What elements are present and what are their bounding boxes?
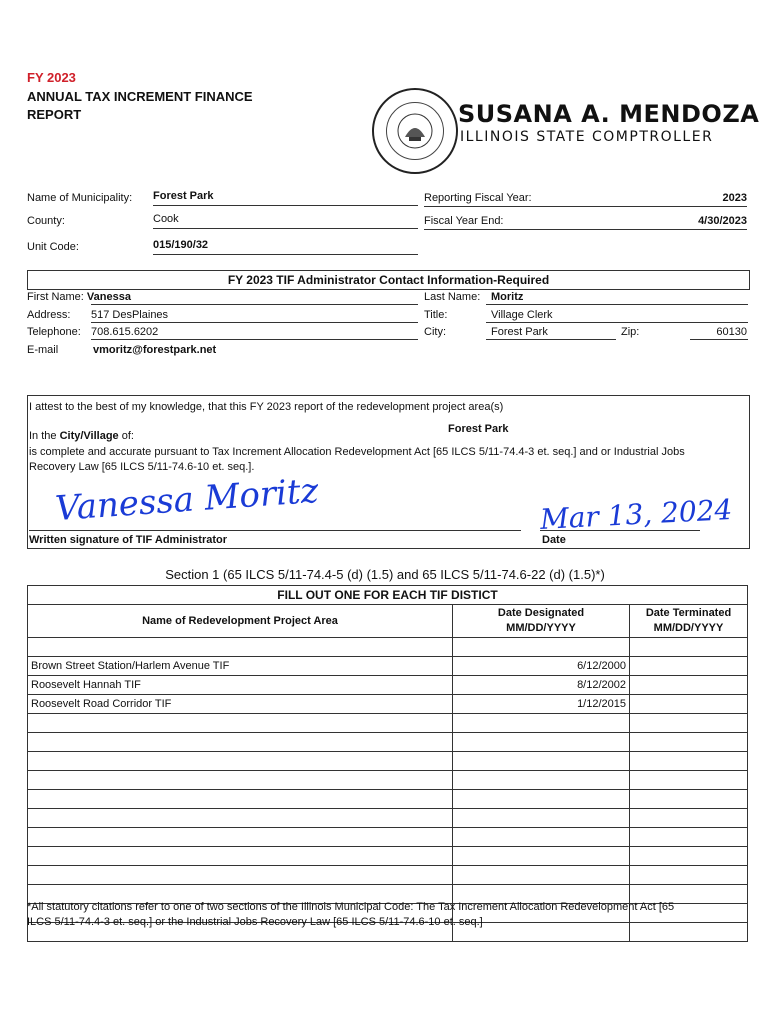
footnote-line1: *All statutory citations refer to one of two sections of the Illinois Municipal Code: The Tax Increment Allocation Redevelopment Act [65 bbox=[27, 901, 675, 913]
signature-line bbox=[29, 530, 521, 531]
telephone-underline bbox=[91, 339, 418, 340]
email-label: E-mail bbox=[27, 344, 59, 356]
fiscal-year-end-label: Fiscal Year End: bbox=[424, 215, 504, 227]
table-row-empty bbox=[28, 790, 748, 809]
report-title-line2: REPORT bbox=[27, 107, 82, 122]
handwritten-date: Mar 13, 2024 bbox=[539, 492, 734, 537]
title-value: Village Clerk bbox=[491, 309, 553, 321]
table-row-empty bbox=[28, 866, 748, 885]
date-line bbox=[540, 530, 700, 531]
address-label: Address: bbox=[27, 309, 71, 321]
municipality-name-label: Name of Municipality: bbox=[27, 192, 133, 204]
col-header-name: Name of Redevelopment Project Area bbox=[28, 605, 453, 638]
date-label: Date bbox=[542, 534, 566, 546]
city-label: City: bbox=[424, 326, 446, 338]
reporting-year-underline bbox=[424, 206, 747, 207]
table-row: Brown Street Station/Harlem Avenue TIF 6/12/2000 bbox=[28, 657, 748, 676]
telephone-label: Telephone: bbox=[27, 326, 81, 338]
title-label: Title: bbox=[424, 309, 448, 321]
fiscal-year-end-value: 4/30/2023 bbox=[698, 215, 747, 227]
col-header-terminated: Date Terminated MM/DD/YYYY bbox=[630, 605, 748, 638]
table-row-empty bbox=[28, 714, 748, 733]
attest-municipality: Forest Park bbox=[448, 423, 509, 435]
first-name-value: Vanessa bbox=[86, 291, 131, 303]
reporting-year-value: 2023 bbox=[722, 192, 747, 204]
contact-header-box bbox=[27, 270, 750, 290]
address-value: 517 DesPlaines bbox=[91, 309, 169, 321]
first-name-underline bbox=[91, 304, 418, 305]
table-row-blank bbox=[28, 638, 453, 657]
contact-header-title: FY 2023 TIF Administrator Contact Information-Required bbox=[227, 273, 550, 287]
title-underline bbox=[486, 322, 748, 323]
unit-code-label: Unit Code: bbox=[27, 241, 79, 253]
attest-line3: is complete and accurate pursuant to Tax Increment Allocation Redevelopment Act [65 ILCS 5/11-74.4-3 et. seq.] and or Industrial Jobs bbox=[29, 446, 685, 458]
comptroller-name: SUSANA A. MENDOZA bbox=[458, 100, 760, 128]
municipality-name-field: Forest Park bbox=[153, 190, 418, 206]
table-row: Roosevelt Road Corridor TIF 1/12/2015 bbox=[28, 695, 748, 714]
attest-in-the: In the bbox=[29, 430, 60, 442]
table-row-empty bbox=[28, 752, 748, 771]
telephone-value: 708.615.6202 bbox=[91, 326, 159, 338]
unit-code-field: 015/190/32 bbox=[153, 239, 418, 255]
table-row-empty bbox=[28, 809, 748, 828]
city-underline bbox=[486, 339, 616, 340]
table-row-empty bbox=[28, 733, 748, 752]
attest-line4: Recovery Law [65 ILCS 5/11-74.6-10 et. seq.]. bbox=[29, 461, 255, 473]
section1-title: Section 1 (65 ILCS 5/11-74.4-5 (d) (1.5) and 65 ILCS 5/11-74.6-22 (d) (1.5)*) bbox=[165, 567, 605, 582]
table-row-empty bbox=[28, 828, 748, 847]
table-row-empty bbox=[28, 771, 748, 790]
fiscal-year-heading: FY 2023 bbox=[27, 70, 76, 85]
county-field: Cook bbox=[153, 213, 418, 229]
email-value: vmoritz@forestpark.net bbox=[93, 344, 217, 356]
last-name-value: Moritz bbox=[491, 291, 524, 303]
zip-underline bbox=[690, 339, 748, 340]
attest-of: of: bbox=[118, 430, 134, 442]
last-name-underline bbox=[486, 304, 748, 305]
fiscal-year-end-underline bbox=[424, 229, 747, 230]
first-name-label: First Name: bbox=[27, 291, 84, 303]
zip-value: 60130 bbox=[716, 326, 747, 338]
last-name-label: Last Name: bbox=[424, 291, 481, 303]
col-header-designated: Date Designated MM/DD/YYYY bbox=[453, 605, 630, 638]
section1-subtitle: FILL OUT ONE FOR EACH TIF DISTICT bbox=[28, 586, 748, 605]
tif-district-table bbox=[27, 585, 748, 942]
signature-label: Written signature of TIF Administrator bbox=[29, 534, 228, 546]
zip-label: Zip: bbox=[621, 326, 640, 338]
administrator-signature: Vanessa Moritz bbox=[53, 470, 320, 530]
reporting-year-label: Reporting Fiscal Year: bbox=[424, 192, 532, 204]
report-title-line1: ANNUAL TAX INCREMENT FINANCE bbox=[27, 89, 253, 104]
attest-line1: I attest to the best of my knowledge, that this FY 2023 report of the redevelopment project area(s) bbox=[29, 401, 504, 413]
state-seal-icon bbox=[372, 88, 458, 174]
county-label: County: bbox=[27, 215, 65, 227]
city-value: Forest Park bbox=[491, 326, 548, 338]
table-row: Roosevelt Hannah TIF 8/12/2002 bbox=[28, 676, 748, 695]
comptroller-title: ILLINOIS STATE COMPTROLLER bbox=[460, 129, 714, 145]
attest-city-village: City/Village bbox=[59, 430, 119, 442]
table-row-empty bbox=[28, 847, 748, 866]
footnote-line2: ILCS 5/11-74.4-3 et. seq.] or the Industrial Jobs Recovery Law [65 ILCS 5/11-74.6-10 et. seq.] bbox=[27, 916, 483, 928]
address-underline bbox=[91, 322, 418, 323]
